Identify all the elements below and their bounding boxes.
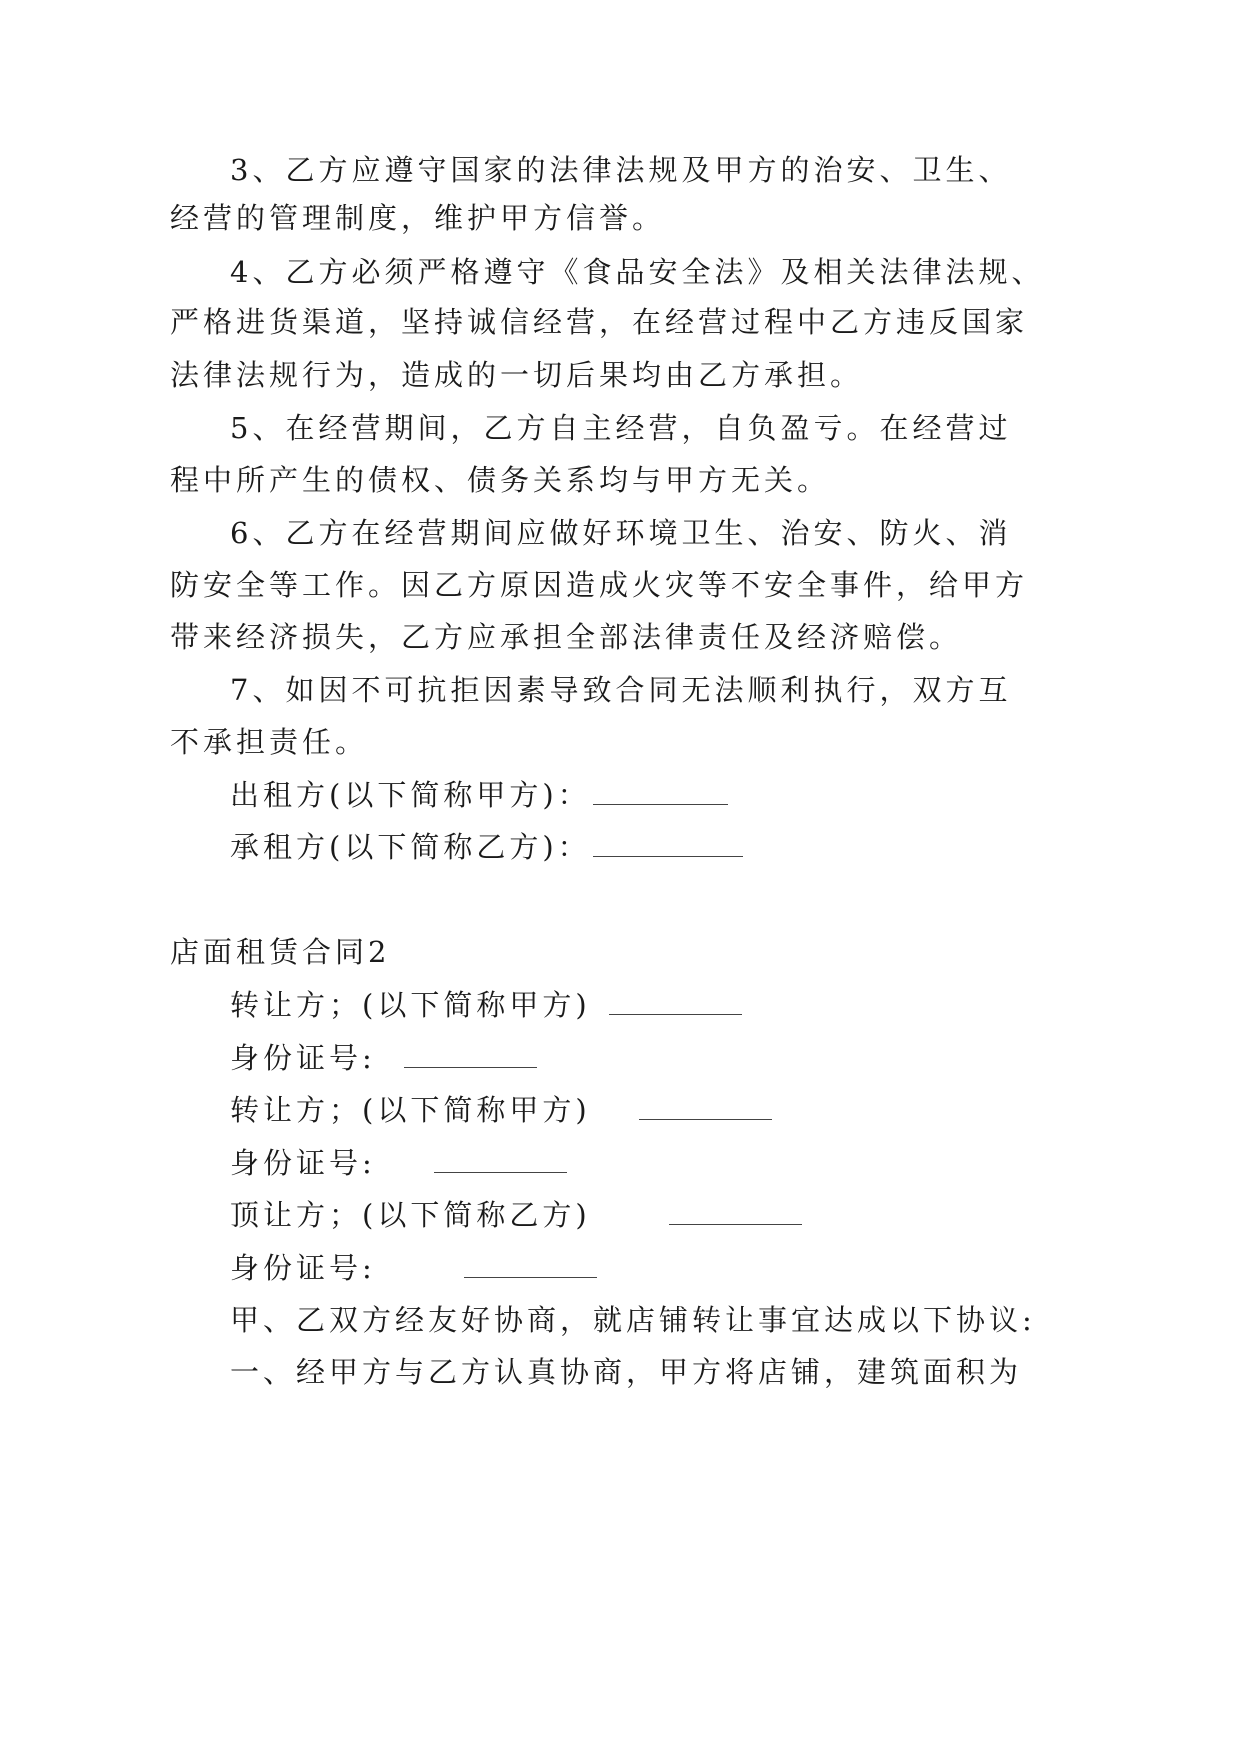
lessor-label: 出租方(以下简称甲方)： <box>230 778 591 812</box>
transferor-1-line <box>230 985 742 1025</box>
contract-2-title: 店面租赁合同2 <box>170 935 391 969</box>
clause-7-line-1: 7、如因不可抗拒因素导致合同无法顺利执行，双方互 <box>230 673 1012 707</box>
id-2-label: 身份证号: <box>230 1146 376 1180</box>
clause-4-line-1: 4、乙方必须严格遵守《食品安全法》及相关法律法规、 <box>230 255 1045 289</box>
clause-3-line-1: 3、乙方应遵守国家的法律法规及甲方的治安、卫生、 <box>230 153 1012 187</box>
id-2-line <box>230 1143 567 1183</box>
clause-5-line-1: 5、在经营期间，乙方自主经营，自负盈亏。在经营过 <box>230 411 1012 445</box>
transferor-1-label: 转让方；(以下简称甲方) <box>230 988 591 1022</box>
agreement-intro: 甲、乙双方经友好协商，就店铺转让事宜达成以下协议: <box>230 1303 1036 1337</box>
transferor-1-blank <box>609 992 742 1015</box>
clause-3-line-2: 经营的管理制度，维护甲方信誉。 <box>170 201 666 235</box>
clause-6-line-2: 防安全等工作。因乙方原因造成火灾等不安全事件，给甲方 <box>170 568 1029 602</box>
id-3-blank <box>464 1255 597 1278</box>
clause-4-line-2: 严格进货渠道，坚持诚信经营，在经营过程中乙方违反国家 <box>170 305 1029 339</box>
transferor-2-label: 转让方；(以下简称甲方) <box>230 1093 591 1127</box>
clause-6-line-3: 带来经济损失，乙方应承担全部法律责任及经济赔偿。 <box>170 620 963 654</box>
transferor-2-line <box>230 1090 772 1130</box>
transferee-line <box>230 1195 802 1235</box>
id-1-line <box>230 1038 537 1078</box>
id-3-label: 身份证号: <box>230 1251 376 1285</box>
lessor-signature-line <box>230 775 728 815</box>
id-2-blank <box>434 1150 567 1173</box>
clause-7-line-2: 不承担责任。 <box>170 725 369 759</box>
id-1-label: 身份证号: <box>230 1041 376 1075</box>
transferee-label: 顶让方；(以下简称乙方) <box>230 1198 591 1232</box>
clause-5-line-2: 程中所产生的债权、债务关系均与甲方无关。 <box>170 463 831 497</box>
lessee-label: 承租方(以下简称乙方)： <box>230 830 591 864</box>
lessee-signature-line <box>230 827 743 867</box>
clause-6-line-1: 6、乙方在经营期间应做好环境卫生、治安、防火、消 <box>230 516 1012 550</box>
lessor-blank <box>593 782 728 805</box>
id-1-blank <box>404 1045 537 1068</box>
id-3-line <box>230 1248 597 1288</box>
clause-4-line-3: 法律法规行为，造成的一切后果均由乙方承担。 <box>170 358 864 392</box>
transferee-blank <box>669 1202 802 1225</box>
transferor-2-blank <box>639 1097 772 1120</box>
article-1-start: 一、经甲方与乙方认真协商，甲方将店铺，建筑面积为 <box>230 1355 1023 1389</box>
lessee-blank <box>593 834 743 857</box>
